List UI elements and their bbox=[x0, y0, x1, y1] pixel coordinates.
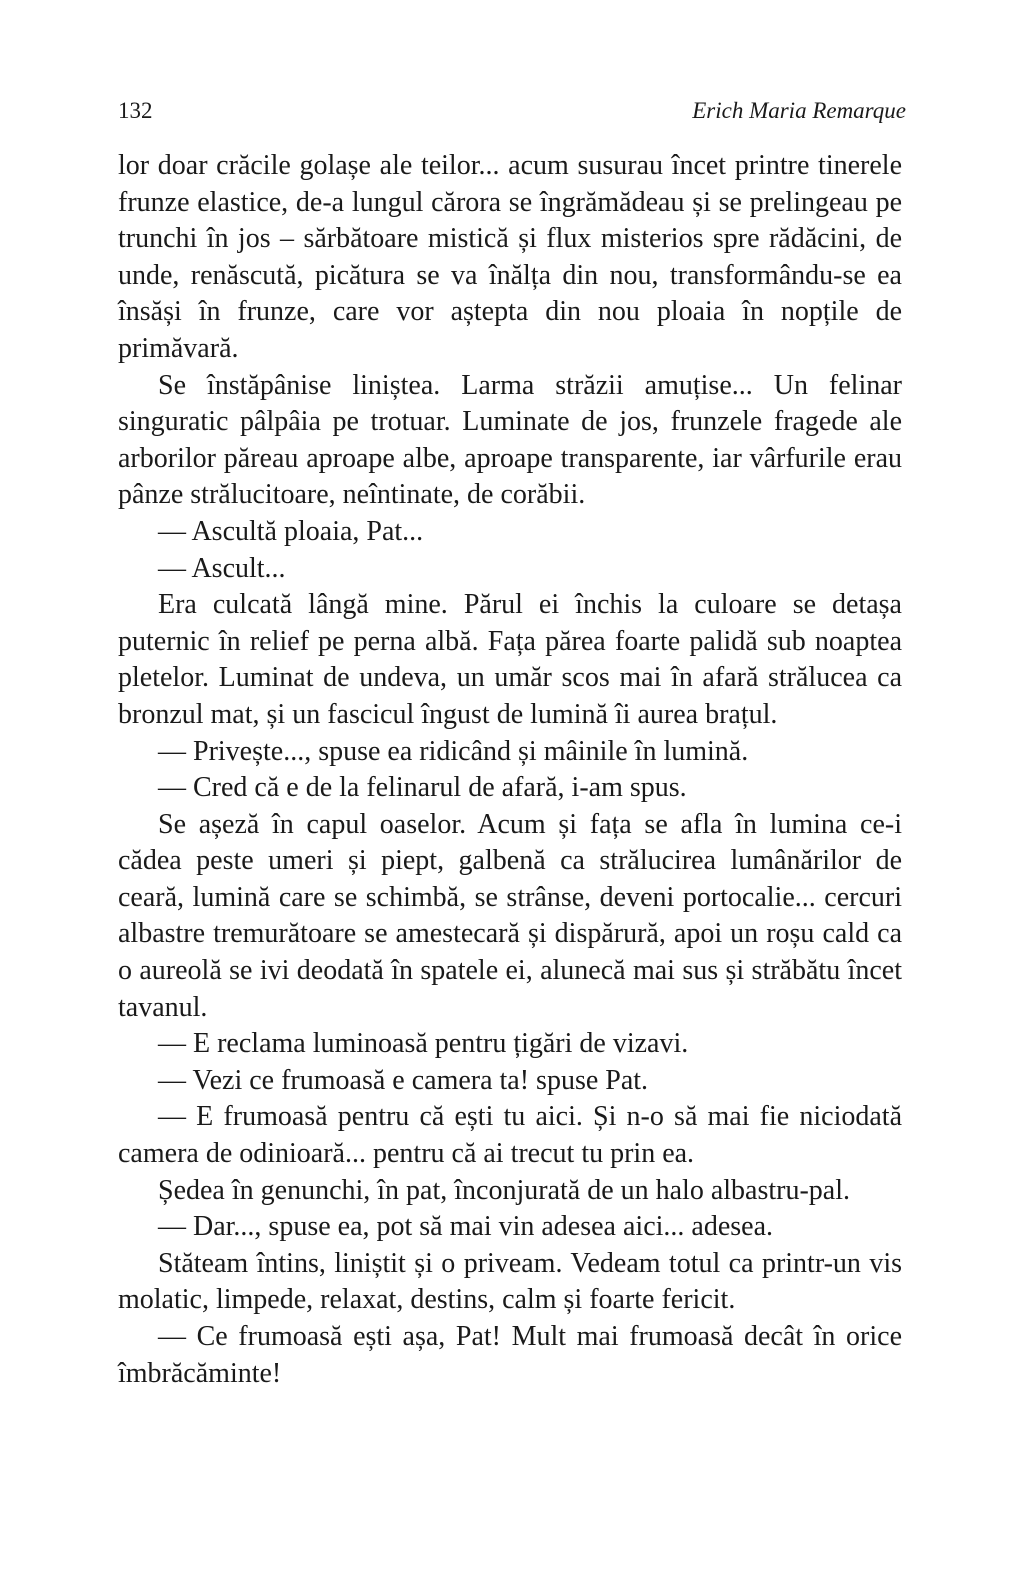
dialogue-line: — Vezi ce frumoasă e camera ta! spuse Pat. bbox=[158, 1064, 649, 1096]
page-header bbox=[118, 93, 906, 133]
dialogue-line: — Ascult... bbox=[158, 552, 286, 584]
paragraph: Ședea în genunchi, în pat, înconjurată de un halo albastru-pal. bbox=[158, 1174, 851, 1206]
paragraph: Se înstăpânise liniștea. Larma străzii amuțise... Un felinar singuratic pâlpâia pe trotuar. Luminate de jos, frunzele fragede ale arborilor păreau aproape albe, aproape transparente, iar vârfurile erau pânze strălucitoare, neîntinate, de corăbii. bbox=[118, 369, 902, 511]
running-title: Erich Maria Remarque bbox=[692, 98, 906, 123]
page-body bbox=[118, 148, 902, 1392]
paragraph: Era culcată lângă mine. Părul ei închis la culoare se detașa puternic în relief pe perna albă. Fața părea foarte palidă sub noaptea pletelor. Luminat de undeva, un umăr scos mai în afară strălucea ca bronzul mat, și un fascicul îngust de lumină îi aurea brațul. bbox=[118, 589, 902, 730]
paragraph: Se așeză în capul oaselor. Acum și fața se afla în lumina ce-i cădea peste umeri și piept, galbenă ca strălucirea lumânărilor de ceară, lumină care se schimbă, se strânse, deveni portocalie... cercuri albastre tremurătoare se amestecară și dispărură, apoi un roșu cald ca o aureolă se ivi deodată în spatele ei, alunecă mai sus și străbătu încet tavanul. bbox=[118, 808, 902, 1023]
paragraph: Stăteam întins, liniștit și o priveam. Vedeam totul ca printr-un vis molatic, limpede, relaxat, destins, calm și foarte fericit. bbox=[118, 1247, 902, 1316]
dialogue-line: — E reclama luminoasă pentru țigări de vizavi. bbox=[158, 1028, 689, 1060]
dialogue-line: — Privește..., spuse ea ridicând și mâinile în lumină. bbox=[158, 735, 749, 767]
dialogue-line: — Ce frumoasă ești așa, Pat! Mult mai frumoasă decât în orice îmbrăcăminte! bbox=[118, 1321, 902, 1389]
dialogue-line: — Ascultă ploaia, Pat... bbox=[158, 515, 424, 547]
dialogue-line: — Cred că e de la felinarul de afară, i-am spus. bbox=[158, 772, 687, 804]
page-number: 132 bbox=[118, 98, 153, 123]
dialogue-line: — Dar..., spuse ea, pot să mai vin adesea aici... adesea. bbox=[158, 1211, 774, 1243]
dialogue-line: — E frumoasă pentru că ești tu aici. Și n-o să mai fie niciodată camera de odinioară... pentru că ai trecut tu prin ea. bbox=[118, 1101, 902, 1170]
paragraph: lor doar crăcile golașe ale teilor... acum susurau încet printre tinerele frunze elastice, de-a lungul cărora se îngrămădeau și se prelingeau pe trunchi în jos – sărbătoare mistică și flux misterios spre rădăcini, de unde, renăscută, picătura se va înălța din nou, transformându-se ea însăși în frunze, care vor aștepta din nou ploaia în nopțile de primăvară. bbox=[118, 150, 902, 364]
